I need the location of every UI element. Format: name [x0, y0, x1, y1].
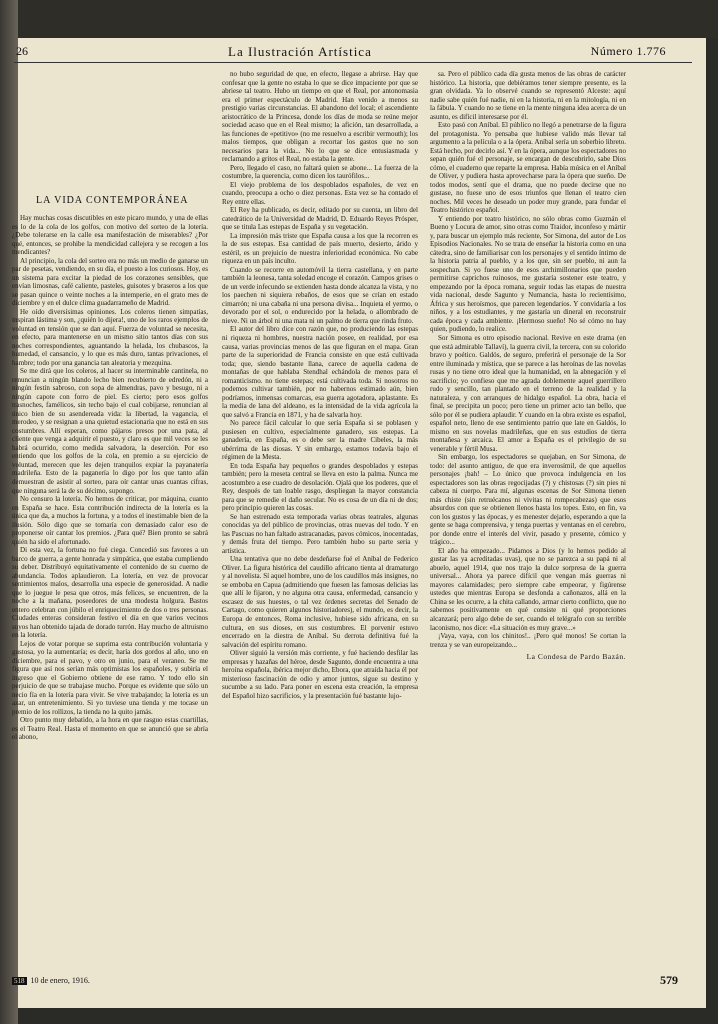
- paragraph: Lejos de votar porque se suprima esta contribución voluntaria y gustosa, yo la aumentaría; es decir, haría dos gordos al año, uno en diciembre, para el pavo, y otro en junio, para el veraneo. Se me figura que así nos serían más optimistas los españoles, y subiría el ingreso que el Gobierno obtiene de ese ramo. Y todo ello sin perjuicio de que se trabajase mucho. Porque es evidente que sólo un necio fía en la lotería para vivir. Se vive trabajando; la lotería es un azar, un entretenimiento. Si yo tuviese una tienda y me tocase un premio de los rollizos, la tienda no la quito jamás.: [12, 639, 208, 716]
- scan-footer: [12, 976, 90, 985]
- column-1: [12, 214, 208, 742]
- paragraph: La impresión más triste que España causa a los que la recorren es la de sus estepas. Esa cantidad de país muerto, desierto, árido y estéril, es un prejuicio de nuestra inferioridad económica. No cabe riqueza en un país inculto.: [222, 231, 418, 266]
- footer-badge: 518: [14, 976, 25, 985]
- paragraph: No censuro la lotería. No hemos de criticar, por máquina, cuanto en España se hace. Esta contribución indirecta de la lotería es la única que da, a muchos la fortuna, y a todos el inestimable bien de la ilusión. Sólo digo que se tomaría con demasiado calor eso de proponerse oír cantar los premios. ¿Para qué? Bien pronto se sabrá quién ha sido el afortunado.: [12, 495, 208, 546]
- scan-top-border: [0, 0, 718, 38]
- paragraph: Oliver siguió la versión más corriente, y fué haciendo desfilar las empresas y hazañas del héroe, desde Sagunto, donde encuentra a una heroína española, ibérica mejor dicho, Ebora, que atraída hacia él por misterioso fascinación de odio y amor juntos, sigue su destino y sucumbe a su lado. Para poner en escena esta creación, la empresa del Español hizo sacrificios, y la presentación fué bastante lujo-: [222, 649, 418, 700]
- paragraph: ¡Vaya, vaya, con los chinitos!.. ¡Pero qué monos! Se cortan la trenza y se van europeizando...: [430, 632, 626, 649]
- paragraph: El autor del libro dice con razón que, no produciendo las estepas ni riqueza ni hombres, nuestra nación posee, en realidad, por esa causa, varias provincias menos de las que figuran en el mapa. Gran parte de la superioridad de Francia consiste en que está cultivada toda; que, siendo bastante llana, carece de aquella cadena de montañas de que hablaba Stendhal echándola de menos para el romanticismo. no tiene estepas; está cultivada toda. Si nosotros no podemos cultivar también, por no habernos estimado aún, bien podríamos, inmensas comarcas, esa guerra agotadora, aplastante. Es la media de lana del aldeano, es la intensidad de la vida agrícola la que salvó a Francia en 1871, y ha de salvarla hoy.: [222, 325, 418, 419]
- scan-page-number: 579: [660, 973, 678, 987]
- paragraph: El Rey ha publicado, es decir, editado por su cuenta, un libro del catedrático de la Universidad de Madrid, D. Eduardo Reyes Prósper, que se titula Las estepas de España y su vegetación.: [222, 206, 418, 232]
- section-title: LA VIDA CONTEMPORÁNEA: [36, 195, 189, 206]
- magazine-title: La Ilustración Artística: [228, 44, 372, 59]
- page-number: 26: [16, 44, 28, 58]
- footer-date: 10 de enero, 1916.: [30, 976, 90, 985]
- paragraph: Sin embargo, los espectadores se quejaban, en Sor Simona, de todo: del asunto antiguo, de que era inverosímil, de que aquellos personajes ¡bah! – Lo único que provoca indulgencia en los espectadores son las obras regocijadas (?) y chistosas (?) sin pies ni cabeza ni cuerpo. Para mí, algunas escenas de Sor Simona tienen más chiste (sin retruécanos ni vivitas ni rompecabezas) que esos absurdos con que se obtienen llenos hasta los topes. Esto, en fin, va con los gustos y las épocas, y es menester dejarlo, esperando a que la gente se haga comprensiva, y tenga puertas y ventanas en el cerebro, por donde entre el interés del vivir, pasado y presente, cómico y trágico...: [430, 453, 626, 547]
- paragraph: Sor Simona es otro episodio nacional. Revive en este drama (en que está admirable Tallaví), la guerra civil, la tercera, con su colorido bravo y poético. Galdós, de seguro, preferirá el personaje de la Sor entre iluminada y mística, que se parece a las heroínas de las novelas rusas y no tiene otro ideal que la humanidad, en la abnegación y el sacrificio; yo confieso que me agrada doblemente aquel guerrillero rudo y sencillo, tan plantado en el terreno de la realidad y la naturaleza, y con arranques de hidalgo español. La obra, hacia el final, se precipita un poco; pero tiene un primer acto tan bello, que sólo por él se pudiera aplaudir. Y cuando en la obra existe es español, español neto, lleno de ese sentimiento patrio que late en Galdós, lo mismo en sus novelas madrileñas, que en sus estudios de tierra montañesa y arcaica. El amor a España es el privilegio de su venerable y fértil Musa.: [430, 333, 626, 453]
- paragraph: Esto pasó con Aníbal. El público no llegó a penetrarse de la figura del protagonista. Yo pensaba que hubiese valido más llevar tal argumento a la película o a la ópera. Aníbal sería un soberbio libreto. Está hecho, por decirlo así. Y en la ópera, aunque los espectadores no sepan quién fué el personaje, se encargan de descubrirlo, sabe Dios cómo, el cuaderno que reparte la empresa. Había música en el Aníbal de Oliver, y pudiera hasta aprovecharse para la ópera que sueño. De todos modos, sentí que el drama, que no puede decirse que no gustase, no fuese uno de esos triunfos que llenan el teatro cien noches. Mil veces he deseado un poder muy grande, para fundar el Teatro histórico español.: [430, 121, 626, 215]
- column-3: [430, 70, 626, 662]
- paragraph: Se me dirá que los coleros, al hacer su interminable cantinela, no renuncian a ningún blando lecho bien recubierto de edredón, ni a ningún festín sabroso, con sopa de almendras, pavo y besugo, ni a ningún capote con forro de piel. Es cierto; pero esos golfos trasnoches, famélicos, sin techo bajo el cual cobijarse, renuncian al único bien de su asendereada vida: la libertad, la vagancia, el merodeo, y se resignan a una quietud estacionaria que no está en sus costumbres. Allí esperan, como pájaros presos por una pata, al cliente que venga a adquirir el puesto, y claro es que mil veces se les habrá ocurrido, como medida salvadora, la deserción. Por eso entiendo que los golfos de la cola, en premio a su ejercicio de voluntad, merecen que les dejen tranquilos expiar la payanatería madrileña. Esto de la paganería lo digo por los que tanto afán demuestran de asistir al sorteo, para oír cantar unas cuantas cifras, que ninguna será la de su décimo, supongo.: [12, 367, 208, 495]
- paragraph: Se han estrenado esta temporada varias obras teatrales, algunas conocidas ya del público de provincias, otras nuevas del todo. Y en las Pascuas no han faltado astracanadas, pavos cómicos, inocentadas, y demás fruta del tiempo. Pero también hubo su parte seria y artística.: [222, 512, 418, 555]
- paragraph: En toda España hay pequeños o grandes despoblados y estepas también; pero la meseta central se lleva en esto la palma. Nunca me acostumbro a ese cuadro de desolación. Ojalá que los poderes, que el Rey, después de tan loable rasgo, despliegan la mayor constancia para que se remedie el daño secular. No es cosa de un día ni de dos; pero principio quieren las cosas.: [222, 461, 418, 513]
- paragraph: Una tentativa que no debe desdeñarse fué el Aníbal de Federico Oliver. La figura histórica del caudillo africano tienta al dramaturgo y al novelista. Sí aquel hombre, uno de los caudillos más insignes, no se emboba en Capua (admitiendo que fuesen las famosas delicias las que allí le fijaron, y no alguna otra causa, enfermedad, cansancio y escasez de sus huestes, o tal vez órdenes secretas del Senado de Cartago, como quieren algunos historiadores), el mundo, es decir, la Europa de entonces, Roma inclusive, hubiese sido africana, en su cultura, en sus dioses, en sus costumbres. El porvenir estuvo encerrado en la diestra de Aníbal. Su derrota definitiva fué la salvación del espíritu romano.: [222, 555, 418, 649]
- column-2: [222, 70, 418, 700]
- paragraph: Al principio, la cola del sorteo era no más un medio de ganarse un par de pesetas, vendiendo, en su día, el puesto a los curiosos. Hoy, es un sistema para excitar la piedad de los corazones sensibles, que envían limosnas, café caliente, pasteles, guisotes y braseros a los que se pasan quince o veinte noches a la intemperie, en el grato mes de diciembre y en el dulce clima guadarrameño de Madrid.: [12, 256, 208, 308]
- paragraph: El viejo problema de los despoblados españoles, de vez en cuando, preocupa a ocho o diez personas. Esta vez se ha contado el Rey entre ellas.: [222, 180, 418, 206]
- paragraph: Y entiendo por teatro histórico, no sólo obras como Guzmán el Bueno y Locura de amor, sino otras como Traidor, inconfeso y mártir y, para buscar un ejemplo más reciente, Sor Simona, del autor de Los Episodios Nacionales. No se trata de enseñar la historia como en una cátedra, sino de familiarisar con los personajes y el sentido íntimo de la historia patria al pueblo, y a los que, sin ser pueblo, ni aun la sospechan. Si yo fuese uno de esos archimillonarios que pueden permitirse caprichos ruinosos, me gustaría sostener este teatro, y empezando por la época romana, seguir todas las etapas de nuestra vida nacional, desde Sagunto y Numancia, hasta lo recientísimo, África y sus heroísmos, que parecen legendarios. Y convidaría a los niños, y a los estudiantes, y me gastaría un dineral en reconstruir cada época y cada ambiente. ¡Hermoso sueño! No sé cómo no hay quien, pudiendo, lo realice.: [430, 214, 626, 334]
- paragraph: El año ha empezado... Pidamos a Dios (y lo hemos pedido al gustar las ya acreditadas uvas), que no se parezca a su papá ni al abuelo, aquel 1914, que nos trajo la dulce sorpresa de la guerra universal... Ahora ya parece difícil que vengan más guerras ni mayores calamidades; pero siempre cabe empeorar, y figúrense ustedes que mientras Europa se desfonda a cañonazos, allá en la China se les ocurre, a la chita callando, armar cierto conflicto, que no sabemos positivamente en qué consiste ni qué proporciones alcanzará; pero algo debe de ser, cuando el telégrafo con su terrible laconismo, nos dice: «La situación es muy grave...»: [430, 546, 626, 632]
- paragraph: He oído diversísimas opiniones. Los coleros tienen simpatías, inspiran lástima y son, ¿quién lo dijera!, uno de los raros ejemplos de voluntad en tensión que se dan aquí. Fuerza de voluntad se necesita, en efecto, para mantenerse en un mismo sitio tantos días con sus noches correspondientes, aguantando la helada, los chubascos, la humedad, el cansancio, y lo que es más duro, tantas privaciones, el hambre; todo por una ganancia tan aleatoria y mezquina.: [12, 307, 208, 367]
- issue-number: Número 1.776: [590, 44, 666, 58]
- paragraph: No parece fácil calcular lo que sería España si se poblasen y pusiesen en cultivo, especialmente ganadero, sus estepas. La ganadería, en España, es o debe ser la madre Cibeles, la más ubérrima de las diosas. Y sin embargo, estamos todavía bajo el régimen de la Mesta.: [222, 419, 418, 462]
- paragraph: Hay muchas cosas discutibles en este picaro mundo, y una de ellas es lo de la cola de los golfos, con motivo del sorteo de la lotería. ¿Debe tolerarse en la calle esa manifestación de miserables? ¿Por qué, entonces, se prohibe la mendicidad callejera y se recogen a los mendicantes?: [12, 214, 208, 257]
- paragraph: Di esta vez, la fortuna no fué ciega. Concedió sus favores a un barco de guerra, a gente honrada y simpática, que estaba cumpliendo su deber. Distribuyó equitativamente el contenido de su cuerno de abundancia. Todos aplaudieron. La lotería, en vez de provocar sentimientos malos, desarrolla una especie de generosidad. A nadie que lo juegue le pesa que otros, más felices, se encuentren, de la noche a la mañana, poseedores de una modesta holgura. Bastos entero celebran con júbilo el enriquecimiento de dos o tres personas. Ciudades enteras consideran festivo el día en que varios vecinos suyos han obtenido tajada de dorado turrón. Hay mucho de altruismo en la lotería.: [12, 546, 208, 640]
- paragraph: no hubo seguridad de que, en efecto, llegase a abrirse. Hay que confesar que la gente no estaba lo que se dice impaciente por que se abriese tal teatro. Hubo un tiempo en que el Real, por antonomasia era el primer espectáculo de Madrid. Han venido a menos su prestigio varias circunstancias. El abandono del local; el ascendiente aristocrático de la Princesa, donde los días de moda se reúne mejor sociedad acaso que en el Real mismo; la afición, tan desarrollada, a las funciones de «petitivo» (no me resuelvo a escribir vermouth); los malos tiempos, que obligan a recortar los gastos que no son necesarios para la vida... No lo que se dice entusiasmada y reclamando a gritos el Real, no estaba la gente.: [222, 70, 418, 164]
- paragraph: sa. Pero el público cada día gusta menos de las obras de carácter histórico. La historia, que debiéramos tener siempre presente, es la gran olvidada. Ya lo observé cuando se representó Alceste: aquí nadie sabe quién fué nadie, ni en la historia, ni en la mitología, ni en la fábula. Y cuando no se tiene en la mente ninguna idea acerca de un asunto, es difícil interesarse por él.: [430, 70, 626, 121]
- paragraph: Cuando se recorre en automóvil la tierra castellana, y en parte también la leonesa, tanta soledad encoge el corazón. Campos grises o de un verde infecundo se extienden hasta donde alcanza la vista, y no los paechen ni siquiera rebaños, de esos que se crían en estado cimarrón; ni una cabaña ni una persona divisa... Inquieta el yermo, o devorado por el sol, o endurecido por la helada, o allombrado de nieve. Ni un árbol ni una mata ni un palmo de tierra que rinda fruto.: [222, 265, 418, 325]
- header-rule: [14, 62, 692, 63]
- paragraph: Pero, llegado el caso, no faltará quien se abone... La fuerza de la costumbre, la querencia, como dicen los taurófilos...: [222, 163, 418, 181]
- paragraph: Otro punto muy debatido, a la hora en que rasguo estas cuartillas, es el Teatro Real. Hasta el momento en que se anunció que se abría el abono,: [12, 716, 208, 742]
- author-signature: La Condesa de Pardo Bazán.: [526, 652, 626, 662]
